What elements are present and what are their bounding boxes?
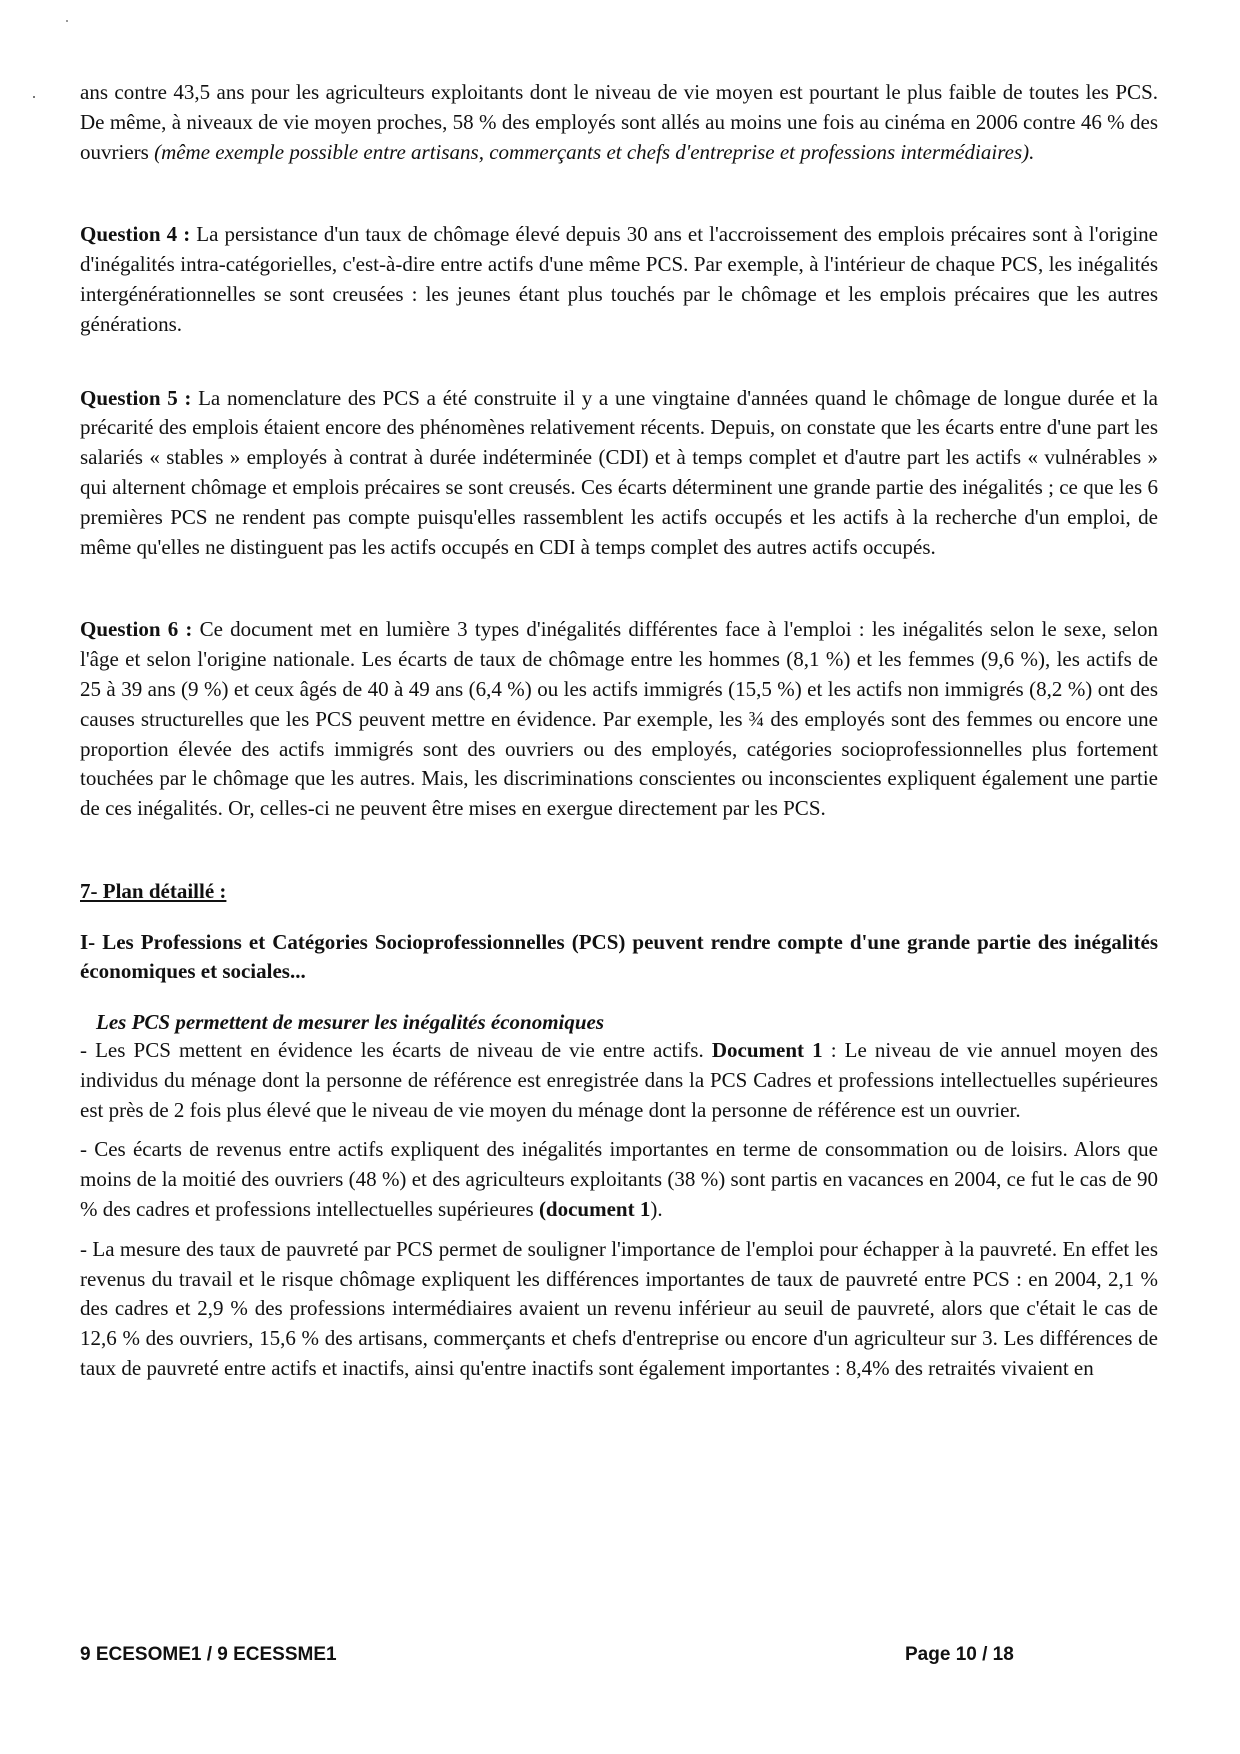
- intro-italic-note: (même exemple possible entre artisans, commerçants et chefs d'entreprise et professions intermédiaires).: [154, 139, 1035, 164]
- intro-paragraph: [80, 78, 1158, 167]
- question-6-label: Question 6 :: [80, 617, 193, 642]
- scan-speck: [66, 20, 68, 22]
- question-5-label: Question 5 :: [80, 385, 192, 410]
- section-1-heading: I- Les Professions et Catégories Socioprofessionnelles (PCS) peuvent rendre compte d'une grande partie des inégalités économiques et sociales...: [80, 929, 1158, 983]
- intro-text: ans contre 43,5 ans pour les agriculteurs exploitants dont le niveau de vie moyen est pourtant le plus faible de toutes les PCS. De même, à niveaux de vie moyen proches, 58 % des employés sont allés au moins une fois au cinéma en 2006 contre 46 % des ouvriers: [80, 80, 1158, 164]
- bullet-poverty-rates: [80, 1235, 1158, 1384]
- plan-title: 7- Plan détaillé :: [80, 878, 227, 903]
- bullet-3-text: - La mesure des taux de pauvreté par PCS permet de souligner l'importance de l'emploi pour échapper à la pauvreté. En effet les revenus du travail et le risque chômage expliquent les différences importantes de taux de pauvreté entre PCS : en 2004, 2,1 % des cadres et 2,9 % des professions intermédiaires avaient un revenu inférieur au seuil de pauvreté, alors que c'était le cas de 12,6 % des ouvriers, 15,6 % des artisans, commerçants et chefs d'entreprise ou encore d'un agriculteur sur 3. Les différences de taux de pauvreté entre actifs et inactifs, ainsi qu'entre inactifs sont également importantes : 8,4% des retraités vivaient en: [80, 1236, 1158, 1380]
- page-footer: [80, 1644, 1158, 1672]
- subheading-economic-inequalities: Les PCS permettent de mesurer les inégalités économiques: [96, 1009, 605, 1034]
- bullet-2-doc-ref: (document 1: [538, 1196, 651, 1221]
- question-5-answer: [80, 384, 1158, 563]
- question-5-text: La nomenclature des PCS a été construite il y a une vingtaine d'années quand le chômage de longue durée et la précarité des emplois étaient encore des phénomènes relativement récents. Depuis, on constate que les écarts entre d'une part les salariés « stables » employés à contrat à durée indéterminée (CDI) et à temps complet et d'autre part les actifs « vulnérables » qui alternent chômage et emplois précaires se sont creusés. Ces écarts déterminent une grande partie des inégalités ; ce que les 6 premières PCS ne rendent pas compte puisqu'elles rassemblent les actifs occupés et les actifs à la recherche d'un emploi, de même qu'elles ne distinguent pas les actifs occupés en CDI à temps complet des autres actifs occupés.: [80, 385, 1158, 559]
- scan-speck: [33, 96, 35, 98]
- bullet-2-text-b: ).: [650, 1196, 663, 1221]
- bullet-2-text-a: - Ces écarts de revenus entre actifs expliquent des inégalités importantes en terme de consommation ou de loisirs. Alors que moins de la moitié des ouvriers (48 %) et des agriculteurs exploitants (38 %) sont partis en vacances en 2004, ce fut le cas de 90 % des cadres et professions intellectuelles supérieures: [80, 1137, 1158, 1221]
- document-body: [80, 78, 1158, 1384]
- bullet-consumption-leisure: [80, 1135, 1158, 1224]
- question-4-label: Question 4 :: [80, 222, 191, 247]
- question-4-answer: [80, 220, 1158, 339]
- bullet-1-text-b: : Le niveau de vie annuel moyen des individus du ménage dont la personne de référence est enregistrée dans la PCS Cadres et professions intellectuelles supérieures est près de 2 fois plus élevé que le niveau de vie moyen du ménage dont la personne de référence est un ouvrier.: [80, 1037, 1159, 1122]
- bullet-1-doc-ref: Document 1: [711, 1037, 823, 1062]
- page-number: Page 10 / 18: [905, 1644, 1014, 1665]
- question-4-text: La persistance d'un taux de chômage élevé depuis 30 ans et l'accroissement des emplois précaires sont à l'origine d'inégalités intra-catégorielles, c'est-à-dire entre actifs d'une même PCS. Par exemple, à l'intérieur de chaque PCS, les inégalités intergénérationnelles se sont creusées : les jeunes étant plus touchés par le chômage et les emplois précaires que les autres générations.: [80, 222, 1158, 336]
- bullet-living-standards: [80, 1036, 1158, 1125]
- bullet-1-text-a: - Les PCS mettent en évidence les écarts de niveau de vie entre actifs.: [80, 1037, 712, 1062]
- exam-code: 9 ECESOME1 / 9 ECESSME1: [80, 1644, 337, 1665]
- question-6-text: Ce document met en lumière 3 types d'inégalités différentes face à l'emploi : les inégalités selon le sexe, selon l'âge et selon l'origine nationale. Les écarts de taux de chômage entre les hommes (8,1 %) et les femmes (9,6 %), les actifs de 25 à 39 ans (9 %) et ceux âgés de 40 à 49 ans (6,4 %) ou les actifs immigrés (15,5 %) et les actifs non immigrés (8,2 %) ont des causes structurelles que les PCS peuvent mettre en évidence. Par exemple, les ¾ des employés sont des femmes ou encore une proportion élevée des actifs immigrés sont des ouvriers ou des employés, catégories socioprofessionnelles plus fortement touchées par le chômage que les autres. Mais, les discriminations conscientes ou inconscientes expliquent également une partie de ces inégalités. Or, celles-ci ne peuvent être mises en exergue directement par les PCS.: [80, 617, 1158, 821]
- question-6-answer: [80, 615, 1158, 824]
